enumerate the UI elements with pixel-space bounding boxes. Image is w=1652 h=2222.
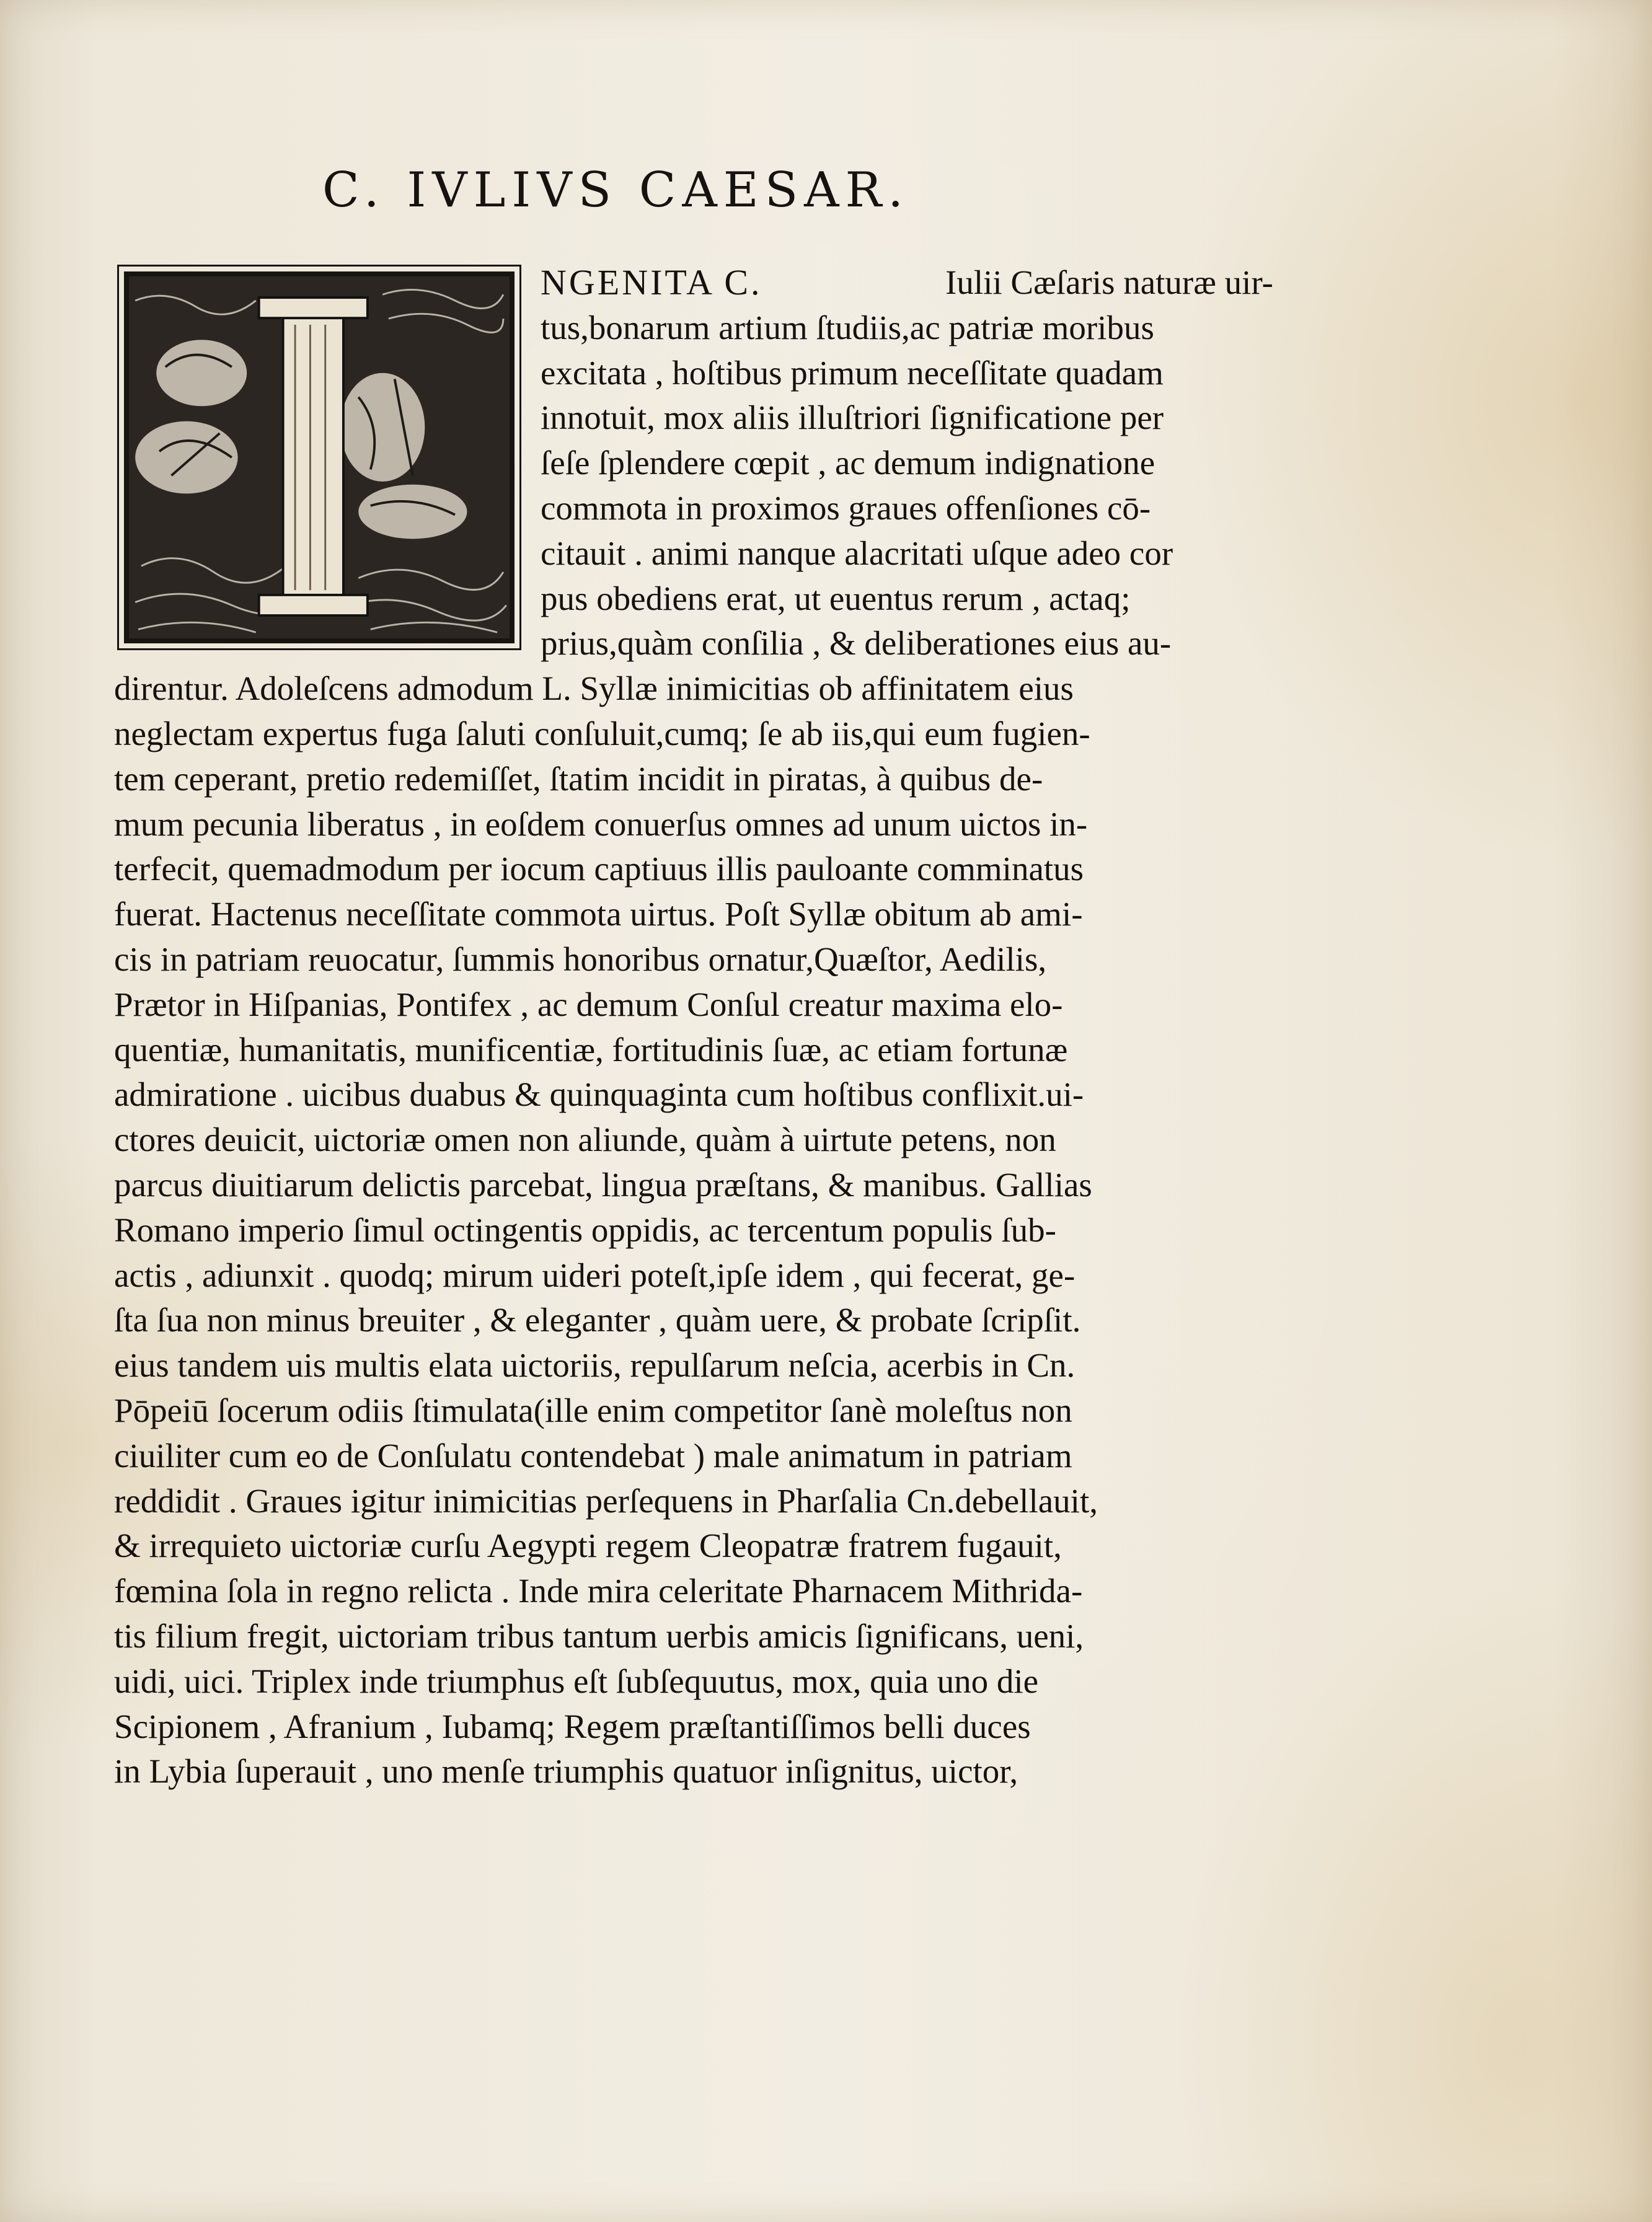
running-head: C. IVLIVS CAESAR. <box>322 162 910 218</box>
text-line: Pōpeiū ſocerum odiis ſtimulata(ille enim competitor ſanè moleſtus non <box>114 1391 1072 1429</box>
text-line: citauit . animi nanque alacritati uſque adeo cor <box>541 534 1173 572</box>
text-line: & irrequieto uictoriæ curſu Aegypti regem Cleopatræ fratrem fugauit, <box>114 1527 1062 1565</box>
text-line: ciuiliter cum eo de Conſulatu contendebat ) male animatum in patriam <box>114 1436 1072 1475</box>
text-line: ſta ſua non minus breuiter , & eleganter , quàm uere, & probate ſcripſit. <box>114 1301 1081 1339</box>
text-line: tus,bonarum artium ſtudiis,ac patriæ moribus <box>541 308 1154 346</box>
opening-word: NGENITA C. <box>541 262 762 302</box>
text-line: fuerat. Hactenus neceſſitate commota uirtus. Poſt Syllæ obitum ab ami- <box>114 895 1083 933</box>
text-line: mum pecunia liberatus , in eoſdem conuerſus omnes ad unum uictos in- <box>114 805 1088 843</box>
text-line-content: Iulii Cæſaris naturæ uir- <box>945 263 1273 301</box>
text-line: admiratione . uicibus duabus & quinquaginta cum hoſtibus conflixit.ui- <box>114 1075 1084 1114</box>
text-line: uidi, uici. Triplex inde triumphus eſt ſubſequutus, mox, quia uno die <box>114 1662 1039 1700</box>
body-text <box>114 260 1273 1794</box>
text-line: Romano imperio ſimul octingentis oppidis, ac tercentum populis ſub- <box>114 1210 1056 1249</box>
text-line: cis in patriam reuocatur, ſummis honoribus ornatur,Quæſtor, Aedilis, <box>114 940 1047 978</box>
text-line: tem ceperant, pretio redemiſſet, ſtatim incidit in piratas, à quibus de- <box>114 759 1043 798</box>
text-line: neglectam expertus fuga ſaluti conſuluit,cumq; ſe ab iis,qui eum fugien- <box>114 714 1090 752</box>
text-line: parcus diuitiarum delictis parcebat, lingua præſtans, & manibus. Gallias <box>114 1165 1092 1204</box>
text-line: innotuit, mox aliis illuſtriori ſignificatione per <box>541 399 1164 437</box>
text-line: eius tandem uis multis elata uictoriis, repulſarum neſcia, acerbis in Cn. <box>114 1346 1076 1385</box>
text-line: reddidit . Graues igitur inimicitias perſequens in Pharſalia Cn.debellauit, <box>114 1481 1098 1520</box>
text-line: excitata , hoſtibus primum neceſſitate quadam <box>541 353 1164 392</box>
text-line: tis filium fregit, uictoriam tribus tantum uerbis amicis ſignificans, ueni, <box>114 1616 1084 1655</box>
text-line: actis , adiunxit . quodq; mirum uideri poteſt,ipſe idem , qui fecerat, ge- <box>114 1256 1076 1294</box>
text-line: commota in proximos graues offenſiones cō- <box>541 488 1151 527</box>
text-line: prius,quàm conſilia , & deliberationes eius au- <box>541 624 1172 663</box>
text-line: in Lybia ſuperauit , uno menſe triumphis quatuor inſignitus, uictor, <box>114 1752 1018 1791</box>
text-line: Scipionem , Afranium , Iubamq; Regem præſtantiſſimos belli duces <box>114 1707 1031 1745</box>
text-line <box>114 260 1273 306</box>
text-line: ctores deuicit, uictoriæ omen non aliunde, quàm à uirtute petens, non <box>114 1121 1056 1159</box>
text-line: direntur. Adoleſcens admodum L. Syllæ inimicitias ob affinitatem eius <box>114 669 1074 708</box>
text-line: terfecit, quemadmodum per iocum captiuus illis pauloante comminatus <box>114 850 1084 888</box>
text-line: fœmina ſola in regno relicta . Inde mira celeritate Pharnacem Mithrida- <box>114 1572 1083 1610</box>
text-line: pus obediens erat, ut euentus rerum , actaq; <box>541 579 1131 617</box>
text-line: ſeſe ſplendere cœpit , ac demum indignatione <box>541 444 1155 482</box>
text-line: Prætor in Hiſpanias, Pontifex , ac demum Conſul creatur maxima elo- <box>114 985 1063 1023</box>
text-line: quentiæ, humanitatis, munificentiæ, fortitudinis ſuæ, ac etiam fortunæ <box>114 1030 1068 1069</box>
